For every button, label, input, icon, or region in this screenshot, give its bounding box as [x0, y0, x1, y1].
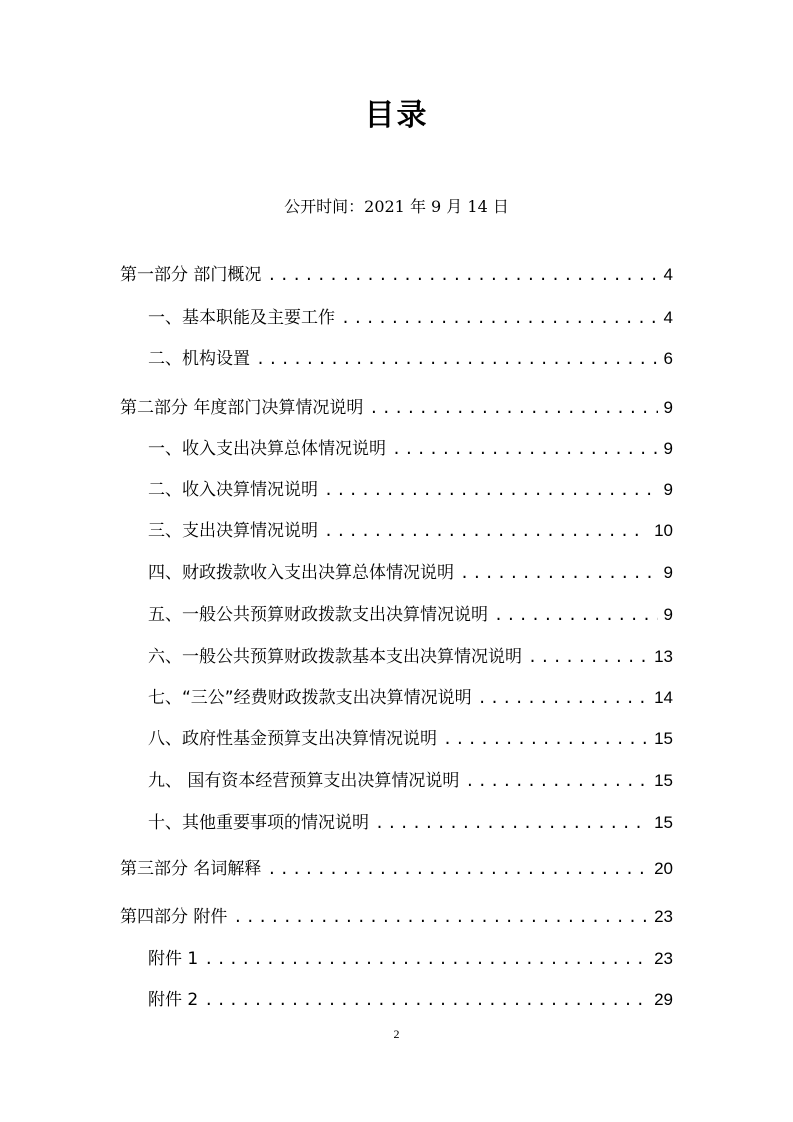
dot-leader	[256, 348, 658, 370]
toc-entry-page: 29	[654, 990, 673, 1009]
toc-entry-label: 一、基本职能及主要工作	[148, 308, 335, 328]
toc-entry-label: 第一部分 部门概况	[120, 265, 262, 285]
toc-entry-label: 七、“三公”经费财政拨款支出决算情况说明	[148, 688, 472, 708]
dot-leader	[233, 906, 648, 928]
dot-leader	[204, 989, 648, 1011]
toc-entry-page: 15	[654, 771, 673, 790]
toc-entry-part-3[interactable]	[120, 856, 673, 882]
toc-entry-label: 五、一般公共预算财政拨款支出决算情况说明	[148, 605, 488, 625]
toc-entry-2-6[interactable]	[148, 644, 673, 670]
toc-entry-label: 二、收入决算情况说明	[148, 480, 318, 500]
dot-leader	[267, 264, 657, 286]
toc-entry-2-1[interactable]	[148, 436, 673, 462]
toc-entry-label: 六、一般公共预算财政拨款基本支出决算情况说明	[148, 647, 522, 667]
publish-date: 公开时间：2021 年 9 月 14 日	[284, 197, 509, 216]
toc-entry-label: 第二部分 年度部门决算情况说明	[120, 398, 364, 418]
page-number: 2	[393, 1027, 400, 1041]
toc-entry-label: 第四部分 附件	[120, 907, 228, 927]
toc-entry-page: 20	[654, 859, 673, 878]
toc-entry-2-5[interactable]	[148, 602, 673, 628]
toc-entry-page: 4	[663, 308, 673, 327]
toc-entry-label: 附件 2	[148, 990, 199, 1010]
dot-leader	[324, 520, 648, 542]
page-title: 目录	[364, 98, 429, 133]
toc-entry-label: 第三部分 名词解释	[120, 859, 262, 879]
toc-entry-1-2[interactable]	[148, 346, 673, 372]
toc-entry-label: 八、政府性基金预算支出决算情况说明	[148, 729, 437, 749]
toc-entry-2-9[interactable]	[148, 768, 673, 794]
toc-entry-4-2[interactable]	[148, 987, 673, 1013]
dot-leader	[494, 604, 658, 626]
toc-entry-label: 一、收入支出决算总体情况说明	[148, 439, 386, 459]
dot-leader	[204, 948, 648, 970]
toc-entry-label: 四、财政拨款收入支出决算总体情况说明	[148, 563, 454, 583]
toc-entry-page: 6	[663, 349, 673, 368]
dot-leader	[392, 438, 658, 460]
toc-entry-page: 23	[654, 949, 673, 968]
toc-entry-2-3[interactable]	[148, 518, 673, 544]
toc-entry-page: 4	[663, 265, 673, 284]
toc-entry-part-4[interactable]	[120, 904, 673, 930]
toc-entry-2-2[interactable]	[148, 477, 673, 503]
dot-leader	[443, 728, 648, 750]
dot-leader	[478, 687, 648, 709]
toc-entry-page: 15	[654, 729, 673, 748]
toc-entry-2-8[interactable]	[148, 726, 673, 752]
toc-entry-page: 9	[663, 563, 673, 582]
toc-entry-page: 15	[654, 813, 673, 832]
dot-leader	[324, 479, 658, 501]
toc-entry-page: 23	[654, 907, 673, 926]
toc-entry-page: 9	[663, 605, 673, 624]
toc-entry-label: 九、 国有资本经营预算支出决算情况说明	[148, 771, 460, 791]
dot-leader	[460, 562, 658, 584]
toc-entry-label: 三、支出决算情况说明	[148, 521, 318, 541]
toc-entry-2-10[interactable]	[148, 810, 673, 836]
dot-leader	[528, 646, 648, 668]
dot-leader	[267, 858, 648, 880]
toc-entry-page: 13	[654, 647, 673, 666]
toc-entry-2-4[interactable]	[148, 560, 673, 586]
toc-entry-page: 9	[663, 480, 673, 499]
dot-leader	[465, 770, 648, 792]
dot-leader	[375, 812, 648, 834]
toc-entry-page: 14	[654, 688, 673, 707]
toc-entry-page: 9	[663, 398, 673, 417]
toc-entry-4-1[interactable]	[148, 946, 673, 972]
toc-entry-1-1[interactable]	[148, 305, 673, 331]
dot-leader	[369, 397, 657, 419]
toc-entry-page: 10	[654, 521, 673, 540]
toc-entry-label: 十、其他重要事项的情况说明	[148, 813, 369, 833]
toc-entry-label: 二、机构设置	[148, 349, 250, 369]
dot-leader	[341, 307, 658, 329]
toc-entry-page: 9	[663, 439, 673, 458]
toc-entry-part-1[interactable]	[120, 262, 673, 288]
toc-entry-label: 附件 1	[148, 949, 199, 969]
toc-entry-2-7[interactable]	[148, 685, 673, 711]
toc-entry-part-2[interactable]	[120, 395, 673, 421]
